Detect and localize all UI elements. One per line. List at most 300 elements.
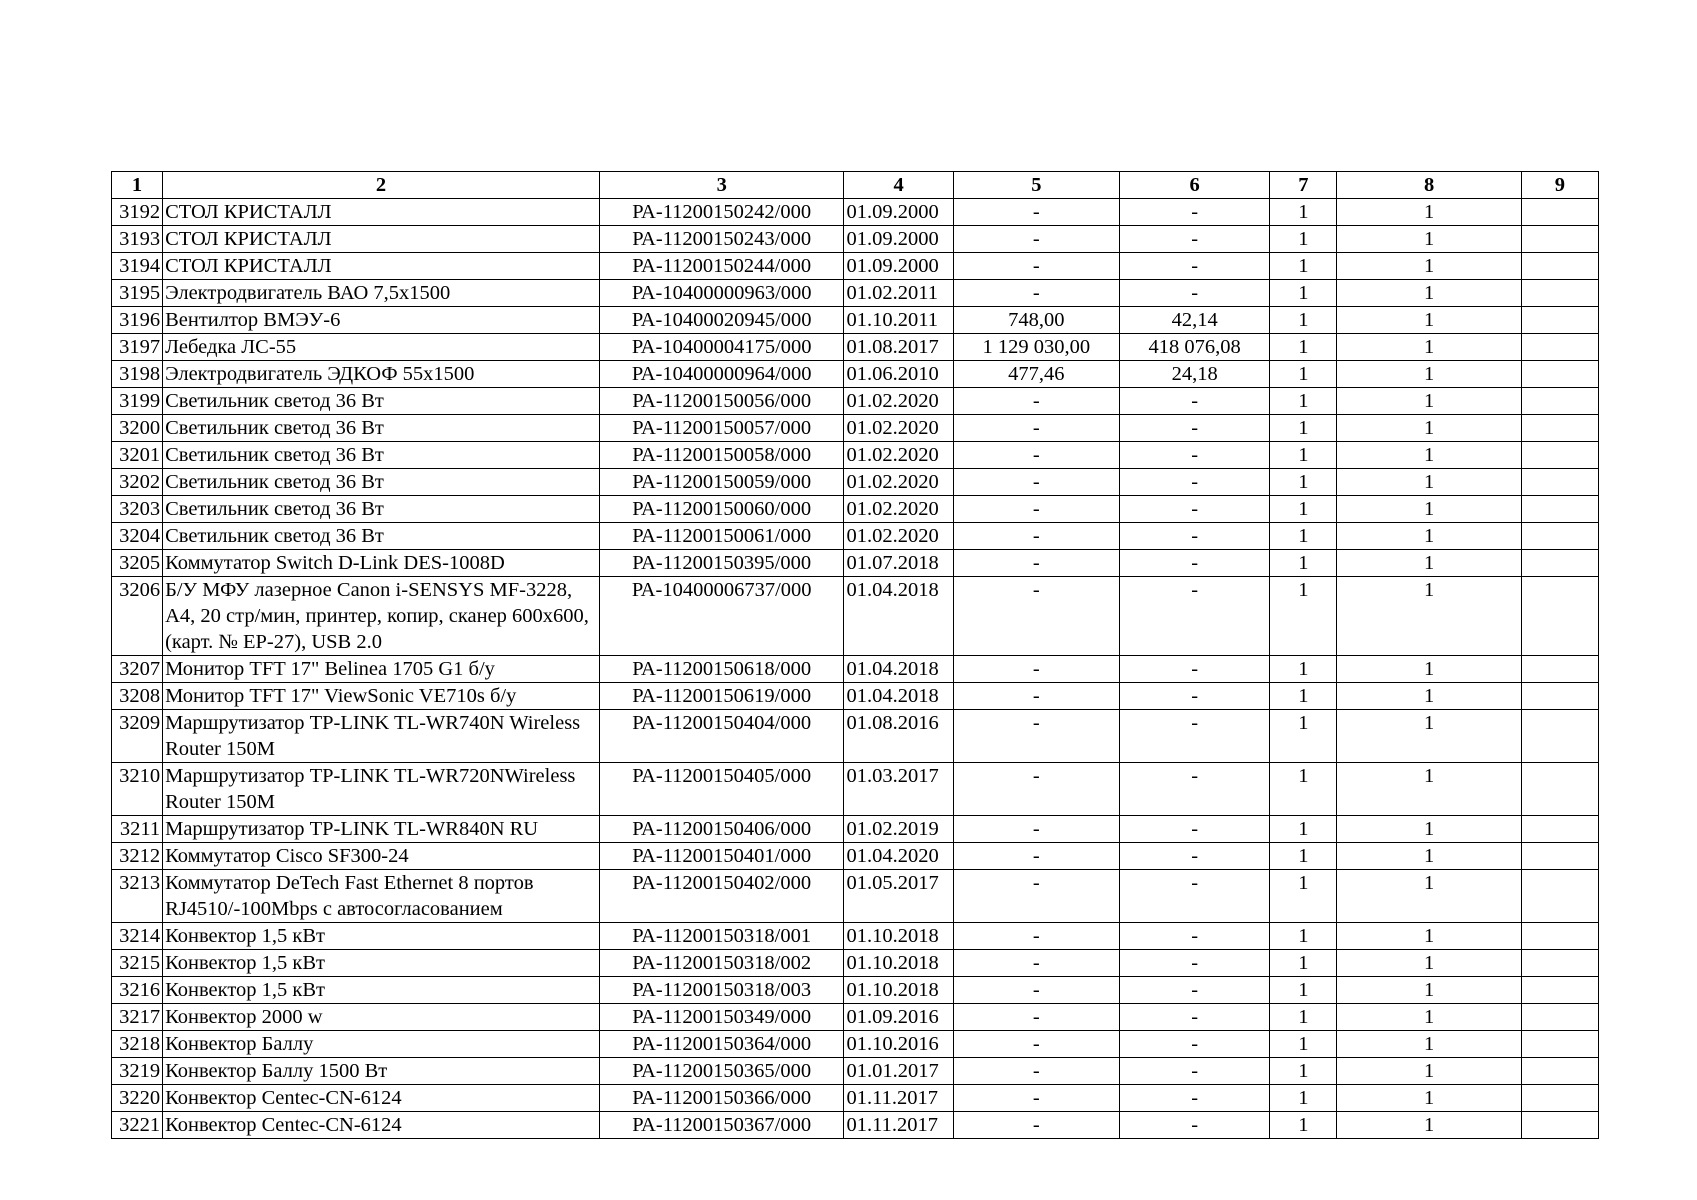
- value-col9-cell: [1521, 656, 1598, 683]
- row-number-cell: 3207: [112, 656, 163, 683]
- value-col9-cell: [1521, 523, 1598, 550]
- value-col9-cell: [1521, 683, 1598, 710]
- inventory-code-cell: РА-11200150318/003: [599, 977, 843, 1004]
- value-col5-cell: -: [953, 388, 1119, 415]
- inventory-code-cell: РА-11200150366/000: [599, 1085, 843, 1112]
- item-name-cell: Конвектор Centec-CN-6124: [163, 1112, 600, 1139]
- value-col8-cell: 1: [1337, 710, 1521, 763]
- item-name-cell: Монитор TFT 17" ViewSonic VE710s б/у: [163, 683, 600, 710]
- value-col8-cell: 1: [1337, 253, 1521, 280]
- item-name-cell: СТОЛ КРИСТАЛЛ: [163, 253, 600, 280]
- column-header: 2: [163, 172, 600, 199]
- row-number-cell: 3217: [112, 1004, 163, 1031]
- column-header: 5: [953, 172, 1119, 199]
- table-row: [112, 1085, 1599, 1112]
- value-col7-cell: 1: [1270, 923, 1337, 950]
- date-cell: 01.04.2018: [844, 683, 953, 710]
- date-cell: 01.10.2018: [844, 977, 953, 1004]
- value-col5-cell: -: [953, 1112, 1119, 1139]
- value-col8-cell: 1: [1337, 763, 1521, 816]
- value-col5-cell: -: [953, 280, 1119, 307]
- item-name-cell: Электродвигатель ВАО 7,5х1500: [163, 280, 600, 307]
- value-col8-cell: 1: [1337, 496, 1521, 523]
- value-col8-cell: 1: [1337, 1085, 1521, 1112]
- inventory-code-cell: РА-11200150060/000: [599, 496, 843, 523]
- value-col8-cell: 1: [1337, 683, 1521, 710]
- value-col8-cell: 1: [1337, 550, 1521, 577]
- inventory-code-cell: РА-11200150349/000: [599, 1004, 843, 1031]
- value-col6-cell: -: [1120, 683, 1270, 710]
- value-col9-cell: [1521, 226, 1598, 253]
- item-name-cell: Светильник светод 36 Вт: [163, 415, 600, 442]
- value-col6-cell: 24,18: [1120, 361, 1270, 388]
- date-cell: 01.10.2011: [844, 307, 953, 334]
- row-number-cell: 3205: [112, 550, 163, 577]
- value-col7-cell: 1: [1270, 1031, 1337, 1058]
- value-col7-cell: 1: [1270, 763, 1337, 816]
- value-col8-cell: 1: [1337, 977, 1521, 1004]
- value-col6-cell: -: [1120, 1058, 1270, 1085]
- date-cell: 01.02.2020: [844, 523, 953, 550]
- date-cell: 01.07.2018: [844, 550, 953, 577]
- item-name-cell: Коммутатор Switch D-Link DES-1008D: [163, 550, 600, 577]
- row-number-cell: 3203: [112, 496, 163, 523]
- table-row: [112, 523, 1599, 550]
- row-number-cell: 3204: [112, 523, 163, 550]
- item-name-cell: Конвектор Баллу: [163, 1031, 600, 1058]
- inventory-code-cell: РА-11200150402/000: [599, 870, 843, 923]
- inventory-code-cell: РА-10400004175/000: [599, 334, 843, 361]
- row-number-cell: 3192: [112, 199, 163, 226]
- value-col6-cell: -: [1120, 388, 1270, 415]
- value-col8-cell: 1: [1337, 656, 1521, 683]
- value-col6-cell: -: [1120, 923, 1270, 950]
- value-col6-cell: -: [1120, 199, 1270, 226]
- date-cell: 01.09.2000: [844, 253, 953, 280]
- item-name-cell: Светильник светод 36 Вт: [163, 442, 600, 469]
- date-cell: 01.02.2011: [844, 280, 953, 307]
- item-name-cell: Конвектор Баллу 1500 Вт: [163, 1058, 600, 1085]
- row-number-cell: 3215: [112, 950, 163, 977]
- row-number-cell: 3198: [112, 361, 163, 388]
- value-col9-cell: [1521, 870, 1598, 923]
- inventory-code-cell: РА-10400020945/000: [599, 307, 843, 334]
- table-row: [112, 710, 1599, 763]
- value-col5-cell: -: [953, 1004, 1119, 1031]
- item-name-cell: Маршрутизатор TP-LINK TL-WR720NWireless Router 150M: [163, 763, 600, 816]
- value-col6-cell: -: [1120, 950, 1270, 977]
- value-col9-cell: [1521, 361, 1598, 388]
- value-col8-cell: 1: [1337, 361, 1521, 388]
- date-cell: 01.10.2018: [844, 923, 953, 950]
- inventory-code-cell: РА-11200150058/000: [599, 442, 843, 469]
- item-name-cell: СТОЛ КРИСТАЛЛ: [163, 226, 600, 253]
- date-cell: 01.02.2020: [844, 496, 953, 523]
- inventory-code-cell: РА-11200150618/000: [599, 656, 843, 683]
- value-col6-cell: -: [1120, 496, 1270, 523]
- date-cell: 01.10.2018: [844, 950, 953, 977]
- value-col5-cell: -: [953, 763, 1119, 816]
- item-name-cell: Конвектор 1,5 кВт: [163, 977, 600, 1004]
- value-col5-cell: -: [953, 950, 1119, 977]
- header-row: [112, 172, 1599, 199]
- value-col8-cell: 1: [1337, 1112, 1521, 1139]
- value-col5-cell: -: [953, 683, 1119, 710]
- date-cell: 01.04.2020: [844, 843, 953, 870]
- date-cell: 01.02.2019: [844, 816, 953, 843]
- item-name-cell: Конвектор 2000 w: [163, 1004, 600, 1031]
- value-col8-cell: 1: [1337, 1058, 1521, 1085]
- row-number-cell: 3218: [112, 1031, 163, 1058]
- value-col7-cell: 1: [1270, 816, 1337, 843]
- value-col6-cell: -: [1120, 226, 1270, 253]
- value-col7-cell: 1: [1270, 199, 1337, 226]
- item-name-cell: Светильник светод 36 Вт: [163, 496, 600, 523]
- value-col7-cell: 1: [1270, 415, 1337, 442]
- value-col7-cell: 1: [1270, 307, 1337, 334]
- date-cell: 01.09.2000: [844, 199, 953, 226]
- value-col7-cell: 1: [1270, 253, 1337, 280]
- item-name-cell: Конвектор 1,5 кВт: [163, 950, 600, 977]
- table-row: [112, 1004, 1599, 1031]
- table-row: [112, 226, 1599, 253]
- value-col8-cell: 1: [1337, 280, 1521, 307]
- value-col5-cell: -: [953, 442, 1119, 469]
- value-col6-cell: -: [1120, 523, 1270, 550]
- value-col7-cell: 1: [1270, 334, 1337, 361]
- value-col9-cell: [1521, 388, 1598, 415]
- item-name-cell: Б/У МФУ лазерное Canon i-SENSYS MF-3228, A4, 20 стр/мин, принтер, копир, сканер 600x600, (карт. № ЕР-27), USB 2.0: [163, 577, 600, 656]
- table-row: [112, 415, 1599, 442]
- table-row: [112, 280, 1599, 307]
- row-number-cell: 3211: [112, 816, 163, 843]
- value-col9-cell: [1521, 199, 1598, 226]
- inventory-code-cell: РА-11200150365/000: [599, 1058, 843, 1085]
- item-name-cell: Вентилтор ВМЭУ-6: [163, 307, 600, 334]
- value-col7-cell: 1: [1270, 683, 1337, 710]
- value-col7-cell: 1: [1270, 1085, 1337, 1112]
- item-name-cell: Светильник светод 36 Вт: [163, 523, 600, 550]
- row-number-cell: 3206: [112, 577, 163, 656]
- value-col8-cell: 1: [1337, 442, 1521, 469]
- inventory-code-cell: РА-11200150059/000: [599, 469, 843, 496]
- inventory-table: [111, 171, 1599, 1139]
- table-row: [112, 550, 1599, 577]
- value-col7-cell: 1: [1270, 710, 1337, 763]
- table-row: [112, 923, 1599, 950]
- column-header: 9: [1521, 172, 1598, 199]
- value-col9-cell: [1521, 1004, 1598, 1031]
- item-name-cell: Конвектор Centec-CN-6124: [163, 1085, 600, 1112]
- row-number-cell: 3219: [112, 1058, 163, 1085]
- value-col5-cell: -: [953, 816, 1119, 843]
- column-header: 6: [1120, 172, 1270, 199]
- value-col8-cell: 1: [1337, 577, 1521, 656]
- value-col9-cell: [1521, 1058, 1598, 1085]
- item-name-cell: Коммутатор Cisco SF300-24: [163, 843, 600, 870]
- value-col9-cell: [1521, 307, 1598, 334]
- value-col7-cell: 1: [1270, 843, 1337, 870]
- date-cell: 01.03.2017: [844, 763, 953, 816]
- value-col7-cell: 1: [1270, 226, 1337, 253]
- column-header: 1: [112, 172, 163, 199]
- row-number-cell: 3202: [112, 469, 163, 496]
- value-col7-cell: 1: [1270, 280, 1337, 307]
- inventory-code-cell: РА-11200150056/000: [599, 388, 843, 415]
- value-col8-cell: 1: [1337, 199, 1521, 226]
- value-col5-cell: -: [953, 415, 1119, 442]
- value-col9-cell: [1521, 442, 1598, 469]
- row-number-cell: 3220: [112, 1085, 163, 1112]
- inventory-code-cell: РА-11200150619/000: [599, 683, 843, 710]
- date-cell: 01.08.2017: [844, 334, 953, 361]
- value-col9-cell: [1521, 763, 1598, 816]
- date-cell: 01.02.2020: [844, 388, 953, 415]
- row-number-cell: 3199: [112, 388, 163, 415]
- value-col7-cell: 1: [1270, 1112, 1337, 1139]
- table-row: [112, 656, 1599, 683]
- table-row: [112, 683, 1599, 710]
- value-col8-cell: 1: [1337, 388, 1521, 415]
- value-col8-cell: 1: [1337, 226, 1521, 253]
- value-col9-cell: [1521, 415, 1598, 442]
- value-col7-cell: 1: [1270, 550, 1337, 577]
- value-col6-cell: -: [1120, 763, 1270, 816]
- item-name-cell: Светильник светод 36 Вт: [163, 469, 600, 496]
- row-number-cell: 3200: [112, 415, 163, 442]
- value-col8-cell: 1: [1337, 816, 1521, 843]
- column-header: 4: [844, 172, 953, 199]
- inventory-code-cell: РА-11200150244/000: [599, 253, 843, 280]
- date-cell: 01.05.2017: [844, 870, 953, 923]
- date-cell: 01.09.2000: [844, 226, 953, 253]
- value-col5-cell: -: [953, 523, 1119, 550]
- value-col9-cell: [1521, 710, 1598, 763]
- value-col7-cell: 1: [1270, 950, 1337, 977]
- item-name-cell: Конвектор 1,5 кВт: [163, 923, 600, 950]
- value-col5-cell: -: [953, 923, 1119, 950]
- value-col8-cell: 1: [1337, 1031, 1521, 1058]
- value-col8-cell: 1: [1337, 523, 1521, 550]
- date-cell: 01.02.2020: [844, 415, 953, 442]
- value-col9-cell: [1521, 334, 1598, 361]
- item-name-cell: Коммутатор DeTech Fast Ethernet 8 портов RJ4510/-100Mbps с автосогласованием: [163, 870, 600, 923]
- row-number-cell: 3221: [112, 1112, 163, 1139]
- value-col6-cell: 42,14: [1120, 307, 1270, 334]
- value-col6-cell: -: [1120, 577, 1270, 656]
- value-col8-cell: 1: [1337, 1004, 1521, 1031]
- value-col6-cell: -: [1120, 870, 1270, 923]
- value-col7-cell: 1: [1270, 977, 1337, 1004]
- date-cell: 01.08.2016: [844, 710, 953, 763]
- value-col5-cell: -: [953, 710, 1119, 763]
- value-col5-cell: -: [953, 199, 1119, 226]
- table-row: [112, 1058, 1599, 1085]
- row-number-cell: 3213: [112, 870, 163, 923]
- value-col7-cell: 1: [1270, 577, 1337, 656]
- table-body: [112, 199, 1599, 1139]
- item-name-cell: Лебедка ЛС-55: [163, 334, 600, 361]
- column-header: 3: [599, 172, 843, 199]
- value-col5-cell: 477,46: [953, 361, 1119, 388]
- table-row: [112, 977, 1599, 1004]
- value-col8-cell: 1: [1337, 307, 1521, 334]
- table-row: [112, 577, 1599, 656]
- date-cell: 01.11.2017: [844, 1085, 953, 1112]
- value-col7-cell: 1: [1270, 469, 1337, 496]
- value-col5-cell: -: [953, 977, 1119, 1004]
- inventory-code-cell: РА-11200150367/000: [599, 1112, 843, 1139]
- value-col6-cell: -: [1120, 1031, 1270, 1058]
- table-row: [112, 496, 1599, 523]
- inventory-code-cell: РА-10400006737/000: [599, 577, 843, 656]
- inventory-code-cell: РА-11200150318/001: [599, 923, 843, 950]
- value-col9-cell: [1521, 816, 1598, 843]
- value-col5-cell: -: [953, 1058, 1119, 1085]
- table-row: [112, 334, 1599, 361]
- value-col5-cell: -: [953, 843, 1119, 870]
- value-col5-cell: -: [953, 469, 1119, 496]
- date-cell: 01.04.2018: [844, 656, 953, 683]
- inventory-code-cell: РА-11200150406/000: [599, 816, 843, 843]
- table-row: [112, 307, 1599, 334]
- table-row: [112, 843, 1599, 870]
- value-col5-cell: -: [953, 550, 1119, 577]
- value-col8-cell: 1: [1337, 870, 1521, 923]
- table-row: [112, 253, 1599, 280]
- date-cell: 01.10.2016: [844, 1031, 953, 1058]
- value-col6-cell: -: [1120, 977, 1270, 1004]
- value-col7-cell: 1: [1270, 496, 1337, 523]
- value-col6-cell: -: [1120, 816, 1270, 843]
- value-col6-cell: -: [1120, 280, 1270, 307]
- row-number-cell: 3197: [112, 334, 163, 361]
- row-number-cell: 3216: [112, 977, 163, 1004]
- value-col6-cell: -: [1120, 710, 1270, 763]
- inventory-code-cell: РА-11200150061/000: [599, 523, 843, 550]
- column-header: 7: [1270, 172, 1337, 199]
- inventory-code-cell: РА-11200150395/000: [599, 550, 843, 577]
- value-col8-cell: 1: [1337, 950, 1521, 977]
- value-col7-cell: 1: [1270, 1004, 1337, 1031]
- row-number-cell: 3194: [112, 253, 163, 280]
- value-col6-cell: -: [1120, 656, 1270, 683]
- value-col9-cell: [1521, 950, 1598, 977]
- table-row: [112, 469, 1599, 496]
- value-col9-cell: [1521, 496, 1598, 523]
- item-name-cell: Маршрутизатор TP-LINK TL-WR840N RU: [163, 816, 600, 843]
- value-col9-cell: [1521, 253, 1598, 280]
- date-cell: 01.09.2016: [844, 1004, 953, 1031]
- value-col6-cell: -: [1120, 415, 1270, 442]
- table-row: [112, 1112, 1599, 1139]
- value-col5-cell: 748,00: [953, 307, 1119, 334]
- item-name-cell: Маршрутизатор TP-LINK TL-WR740N Wireless Router 150M: [163, 710, 600, 763]
- value-col5-cell: -: [953, 1085, 1119, 1112]
- value-col6-cell: -: [1120, 253, 1270, 280]
- value-col5-cell: -: [953, 656, 1119, 683]
- value-col6-cell: -: [1120, 843, 1270, 870]
- value-col9-cell: [1521, 1112, 1598, 1139]
- date-cell: 01.11.2017: [844, 1112, 953, 1139]
- table-row: [112, 1031, 1599, 1058]
- row-number-cell: 3195: [112, 280, 163, 307]
- value-col8-cell: 1: [1337, 923, 1521, 950]
- value-col5-cell: -: [953, 226, 1119, 253]
- inventory-code-cell: РА-11200150404/000: [599, 710, 843, 763]
- inventory-code-cell: РА-11200150243/000: [599, 226, 843, 253]
- value-col6-cell: -: [1120, 442, 1270, 469]
- row-number-cell: 3214: [112, 923, 163, 950]
- row-number-cell: 3210: [112, 763, 163, 816]
- table-row: [112, 388, 1599, 415]
- inventory-code-cell: РА-11200150242/000: [599, 199, 843, 226]
- value-col9-cell: [1521, 550, 1598, 577]
- table-row: [112, 442, 1599, 469]
- inventory-code-cell: РА-10400000964/000: [599, 361, 843, 388]
- table-row: [112, 199, 1599, 226]
- value-col7-cell: 1: [1270, 656, 1337, 683]
- value-col8-cell: 1: [1337, 415, 1521, 442]
- value-col5-cell: -: [953, 577, 1119, 656]
- value-col7-cell: 1: [1270, 361, 1337, 388]
- table-row: [112, 763, 1599, 816]
- date-cell: 01.01.2017: [844, 1058, 953, 1085]
- item-name-cell: СТОЛ КРИСТАЛЛ: [163, 199, 600, 226]
- date-cell: 01.02.2020: [844, 469, 953, 496]
- value-col5-cell: -: [953, 496, 1119, 523]
- value-col9-cell: [1521, 843, 1598, 870]
- value-col6-cell: -: [1120, 1112, 1270, 1139]
- date-cell: 01.02.2020: [844, 442, 953, 469]
- value-col5-cell: 1 129 030,00: [953, 334, 1119, 361]
- value-col9-cell: [1521, 1085, 1598, 1112]
- row-number-cell: 3201: [112, 442, 163, 469]
- value-col8-cell: 1: [1337, 843, 1521, 870]
- row-number-cell: 3196: [112, 307, 163, 334]
- value-col9-cell: [1521, 577, 1598, 656]
- item-name-cell: Электродвигатель ЭДКОФ 55х1500: [163, 361, 600, 388]
- value-col7-cell: 1: [1270, 523, 1337, 550]
- inventory-code-cell: РА-10400000963/000: [599, 280, 843, 307]
- table-row: [112, 950, 1599, 977]
- value-col9-cell: [1521, 280, 1598, 307]
- row-number-cell: 3193: [112, 226, 163, 253]
- value-col9-cell: [1521, 1031, 1598, 1058]
- value-col7-cell: 1: [1270, 442, 1337, 469]
- inventory-code-cell: РА-11200150057/000: [599, 415, 843, 442]
- value-col6-cell: -: [1120, 550, 1270, 577]
- table-row: [112, 870, 1599, 923]
- value-col6-cell: -: [1120, 1085, 1270, 1112]
- inventory-code-cell: РА-11200150318/002: [599, 950, 843, 977]
- row-number-cell: 3208: [112, 683, 163, 710]
- table-row: [112, 361, 1599, 388]
- value-col5-cell: -: [953, 1031, 1119, 1058]
- inventory-code-cell: РА-11200150401/000: [599, 843, 843, 870]
- value-col9-cell: [1521, 923, 1598, 950]
- date-cell: 01.06.2010: [844, 361, 953, 388]
- date-cell: 01.04.2018: [844, 577, 953, 656]
- value-col5-cell: -: [953, 870, 1119, 923]
- inventory-code-cell: РА-11200150364/000: [599, 1031, 843, 1058]
- table-row: [112, 816, 1599, 843]
- value-col9-cell: [1521, 469, 1598, 496]
- value-col9-cell: [1521, 977, 1598, 1004]
- value-col7-cell: 1: [1270, 388, 1337, 415]
- row-number-cell: 3209: [112, 710, 163, 763]
- value-col7-cell: 1: [1270, 870, 1337, 923]
